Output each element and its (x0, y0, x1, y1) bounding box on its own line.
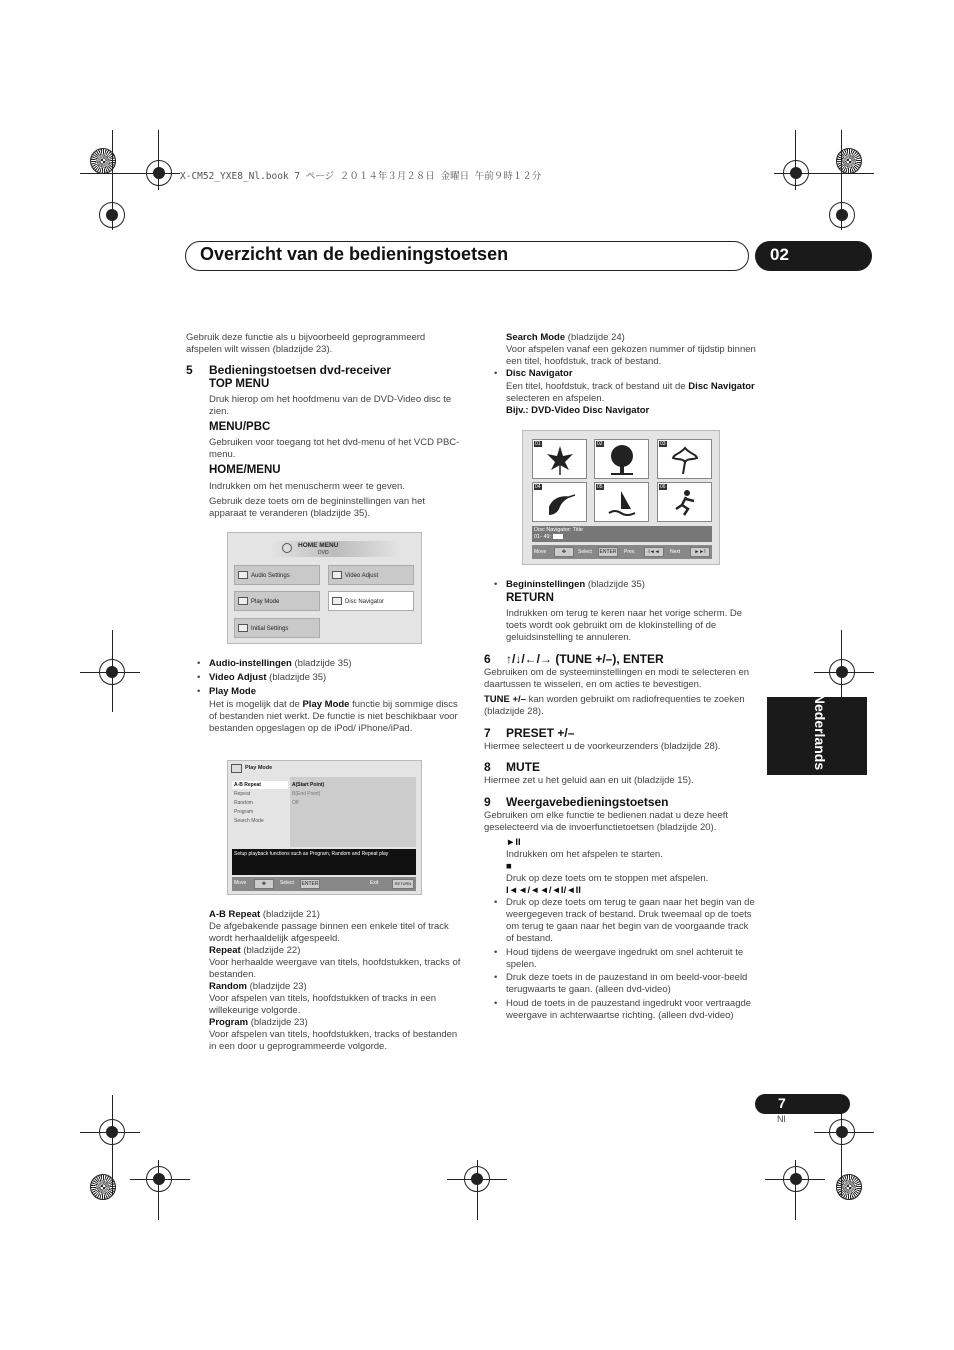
section-7-number: 7 (484, 726, 491, 740)
tune-desc: TUNE +/– kan worden gebruikt om radiofrequenties te zoeken (bladzijde 28). (484, 694, 745, 717)
enter-key: ENTER (599, 549, 617, 555)
bullet-dot: • (494, 579, 498, 590)
section-5-number: 5 (186, 363, 193, 377)
bird-icon (545, 487, 575, 519)
crop-line (112, 630, 113, 712)
random-heading: Random (bladzijde 23) (209, 981, 307, 992)
play-mode-item[interactable]: Program (234, 809, 254, 815)
play-mode-desc: Het is mogelijk dat de Play Mode functie bij sommige discs of bestanden niet werkt. De functie is niet beschikbaar voor bestanden opgeslagen op de iPod/ iPhone/iPad. (209, 699, 458, 734)
section-8-title: MUTE (506, 760, 540, 774)
crop-line (814, 1132, 874, 1133)
registration-mark (829, 202, 855, 228)
crop-star-mark (836, 148, 862, 174)
crop-star-mark (836, 1174, 862, 1200)
select-label: Select (280, 880, 294, 886)
section-6-title: ↑/↓/←/→ (TUNE +/–), ENTER (506, 652, 664, 666)
crop-line (130, 1179, 190, 1180)
home-menu-subtitle: DVD (318, 550, 329, 556)
top-menu-desc: Druk hierop om het hoofdmenu van de DVD-Video disc te zien. (209, 394, 452, 417)
play-mode-screenshot (227, 760, 422, 895)
play-mode-option[interactable]: A(Start Point) (292, 782, 325, 788)
crop-line (795, 130, 796, 190)
play-mode-item[interactable]: Repeat (234, 791, 251, 797)
top-menu-heading: TOP MENU (209, 378, 270, 390)
play-pause-icon: ►II (506, 837, 521, 848)
exit-label: Exit (370, 880, 379, 886)
play-mode-icon (238, 597, 248, 605)
home-menu-desc-2: Gebruik deze toets om de begininstellingen van het apparaat te veranderen (bladzijde 35). (209, 496, 425, 519)
search-mode-desc: Voor afspelen vanaf een gekozen nummer of tijdstip binnen een titel, hoofdstuk, track of bestand. (506, 344, 756, 367)
thumbnail-05[interactable]: 05 (594, 482, 649, 522)
skip-back-icons: I◄◄/◄◄/◄I/◄II (506, 885, 581, 896)
bullet-dot: • (197, 658, 201, 669)
play-mode-nav-bar (232, 877, 416, 891)
tree-icon (607, 444, 637, 476)
play-mode-option[interactable]: B(End Point) (292, 791, 321, 797)
disc-navigator-desc: Een titel, hoofdstuk, track of bestand uit de Disc Navigator selecteren en afspelen. (506, 381, 755, 404)
section-9-desc: Gebruiken om elke functie te bedienen nadat u deze heeft geselecteerd via de invoerfunctietoetsen (bladzijde 20). (484, 810, 729, 833)
crop-line (158, 1160, 159, 1220)
return-heading: RETURN (506, 592, 554, 604)
thumbnail-06[interactable]: 06 (657, 482, 712, 522)
section-7-desc: Hiermee selecteert u de voorkeurzenders (bladzijde 28). (484, 741, 721, 752)
crop-line (112, 1095, 113, 1195)
crop-line (447, 1179, 507, 1180)
stop-desc: Druk op deze toets om te stoppen met afspelen. (506, 873, 709, 884)
play-mode-option[interactable]: Off (292, 800, 299, 806)
return-key: RETURN (392, 879, 414, 889)
initial-settings-bullet: Begininstellingen (bladzijde 35) (506, 579, 645, 590)
video-icon (332, 571, 342, 579)
section-9-title: Weergavebedieningstoetsen (506, 795, 669, 809)
move-arrows-icon: ✥ (554, 547, 574, 557)
crop-line (112, 130, 113, 230)
menu-pbc-heading: MENU/PBC (209, 421, 271, 433)
play-mode-item[interactable]: A-B Repeat (234, 782, 261, 788)
bullet-playmode: Play Mode (209, 686, 256, 697)
bullet-dot: • (494, 947, 498, 958)
menu-pbc-desc: Gebruiken voor toegang tot het dvd-menu of het VCD PBC-menu. (209, 437, 460, 460)
bullet-video: Video Adjust (bladzijde 35) (209, 672, 327, 683)
crop-line (841, 130, 842, 230)
next-label: Next (670, 549, 681, 555)
stop-icon: ■ (506, 861, 512, 872)
move-label: Move (234, 880, 247, 886)
intro-text: Gebruik deze functie als u bijvoorbeeld geprogrammeerd afspelen wilt wissen (bladzijde 23). (186, 332, 426, 355)
thumbnail-04[interactable]: 04 (532, 482, 587, 522)
move-arrows-icon: ✥ (254, 879, 274, 889)
crop-line (795, 1160, 796, 1220)
play-mode-info: Setup playback functions such as Program, Random and Repeat play (232, 849, 416, 875)
enter-key: ENTER (301, 881, 319, 887)
status-title: Disc Navigator: Title (534, 527, 583, 533)
search-mode-heading: Search Mode (bladzijde 24) (506, 332, 625, 343)
play-mode-item[interactable]: Random (234, 800, 253, 806)
bullet-dot: • (494, 998, 498, 1009)
disc-navigator-screenshot (522, 430, 720, 565)
play-mode-options (292, 781, 324, 808)
skater-icon (670, 487, 700, 519)
settings-icon (238, 624, 248, 632)
crop-line (80, 173, 180, 174)
bullet-dot: • (494, 897, 498, 908)
home-menu-screenshot (227, 532, 422, 644)
program-desc: Voor afspelen van titels, hoofdstukken, tracks of bestanden in een door u geprogrammeerde volgorde. (209, 1029, 458, 1052)
leaf-icon (545, 444, 575, 476)
video-adjust-button[interactable]: Video Adjust (328, 565, 414, 585)
page-title: Overzicht van de bedieningstoetsen (200, 244, 509, 264)
disc-navigator-icon (332, 597, 342, 605)
move-label: Move (534, 549, 547, 555)
bullet-dot: • (494, 972, 498, 983)
disc-icon (282, 543, 292, 553)
bullet-audio: Audio-instellingen (bladzijde 35) (209, 658, 352, 669)
crop-line (158, 130, 159, 190)
crop-line (477, 1160, 478, 1220)
crop-line (765, 1179, 825, 1180)
prev-key-icon: I◄◄ (644, 547, 664, 557)
play-mode-items (234, 781, 264, 826)
disc-navigator-nav-bar (532, 545, 712, 559)
crop-line (80, 672, 140, 673)
skip-bullet-4: Houd de toets in de pauzestand ingedrukt voor vertraagde weergave in achterwaartse richting. (alleen dvd-video) (506, 998, 752, 1021)
skip-bullet-1: Druk op deze toets om terug te gaan naar het begin van de weergegeven track of bestand. Druk tweemaal op de toets om terug te gaan naar het begin van de voorgaande track of bestand. (506, 897, 755, 944)
chapter-number: 02 (770, 245, 789, 264)
return-desc: Indrukken om terug te keren naar het vorige scherm. De toets wordt ook gebruikt om de klokinstelling of de geluidsinstelling te annuleren. (506, 608, 743, 643)
select-label: Select (578, 549, 592, 555)
status-range: 01- 49: (534, 534, 710, 541)
disc-navigator-button[interactable]: Disc Navigator (328, 591, 414, 611)
ab-repeat-desc: De afgebakende passage binnen een enkele titel of track wordt herhaaldelijk afgespeeld. (209, 921, 449, 944)
page-number-badge (755, 1094, 850, 1114)
play-desc: Indrukken om het afspelen te starten. (506, 849, 663, 860)
bullet-dot: • (197, 672, 201, 683)
repeat-desc: Voor herhaalde weergave van titels, hoofdstukken, tracks of bestanden. (209, 957, 461, 980)
section-8-number: 8 (484, 760, 491, 774)
bullet-dot: • (197, 686, 201, 697)
crop-line (80, 1132, 140, 1133)
section-9-number: 9 (484, 795, 491, 809)
skip-bullet-2: Houd tijdens de weergave ingedrukt om snel achteruit te spelen. (506, 947, 744, 970)
disc-navigator-example: Bijv.: DVD-Video Disc Navigator (506, 405, 650, 416)
thumbnail-02[interactable]: 02 (594, 439, 649, 479)
page-language: Nl (777, 1114, 786, 1124)
disc-navigator-heading: Disc Navigator (506, 368, 573, 379)
repeat-heading: Repeat (bladzijde 22) (209, 945, 301, 956)
play-mode-icon (231, 764, 242, 773)
next-key-icon: ►►I (690, 547, 710, 557)
language-tab-label: Nederlands (812, 693, 828, 771)
audio-settings-button[interactable]: Audio Settings (234, 565, 320, 585)
play-mode-button[interactable]: Play Mode (234, 591, 320, 611)
program-heading: Program (bladzijde 23) (209, 1017, 308, 1028)
random-desc: Voor afspelen van titels, hoofdstukken of tracks in een willekeurige volgorde. (209, 993, 437, 1016)
play-mode-screen-title: Play Mode (245, 765, 273, 771)
initial-settings-button[interactable]: Initial Settings (234, 618, 320, 638)
section-7-title: PRESET +/– (506, 726, 575, 740)
skip-bullet-3: Druk deze toets in de pauzestand in om beeld-voor-beeld terugwaarts te gaan. (alleen dvd-video) (506, 972, 748, 995)
prev-label: Prev. (624, 549, 636, 555)
thumbnail-03[interactable]: 03 (657, 439, 712, 479)
page-number: 7 (778, 1095, 786, 1111)
windsurfer-icon (607, 487, 637, 519)
bullet-dot: • (494, 368, 498, 379)
section-5-title: Bedieningstoetsen dvd-receiver (209, 363, 392, 377)
home-menu-desc-1: Indrukken om het menuscherm weer te geven. (209, 481, 405, 492)
home-menu-title: HOME MENU (298, 542, 339, 549)
section-6-desc: Gebruiken om de systeeminstellingen en modi te selecteren en daartussen te wisselen, en om acties te bevestigen. (484, 667, 750, 690)
thumbnail-01[interactable]: 01 (532, 439, 587, 479)
section-6-number: 6 (484, 652, 491, 666)
book-meta-line: X-CM52_YXE8_Nl.book 7 ページ ２０１４年３月２８日 金曜日 午前９時１２分 (180, 171, 542, 182)
audio-icon (238, 571, 248, 579)
section-8-desc: Hiermee zet u het geluid aan en uit (bladzijde 15). (484, 775, 694, 786)
home-menu-title-bar (270, 541, 400, 557)
play-mode-item[interactable]: Search Mode (234, 818, 264, 824)
lily-icon (670, 444, 700, 476)
crop-line (774, 173, 874, 174)
home-menu-heading: HOME/MENU (209, 464, 281, 476)
ab-repeat-heading: A-B Repeat (bladzijde 21) (209, 909, 320, 920)
disc-navigator-status-bar (532, 526, 712, 542)
